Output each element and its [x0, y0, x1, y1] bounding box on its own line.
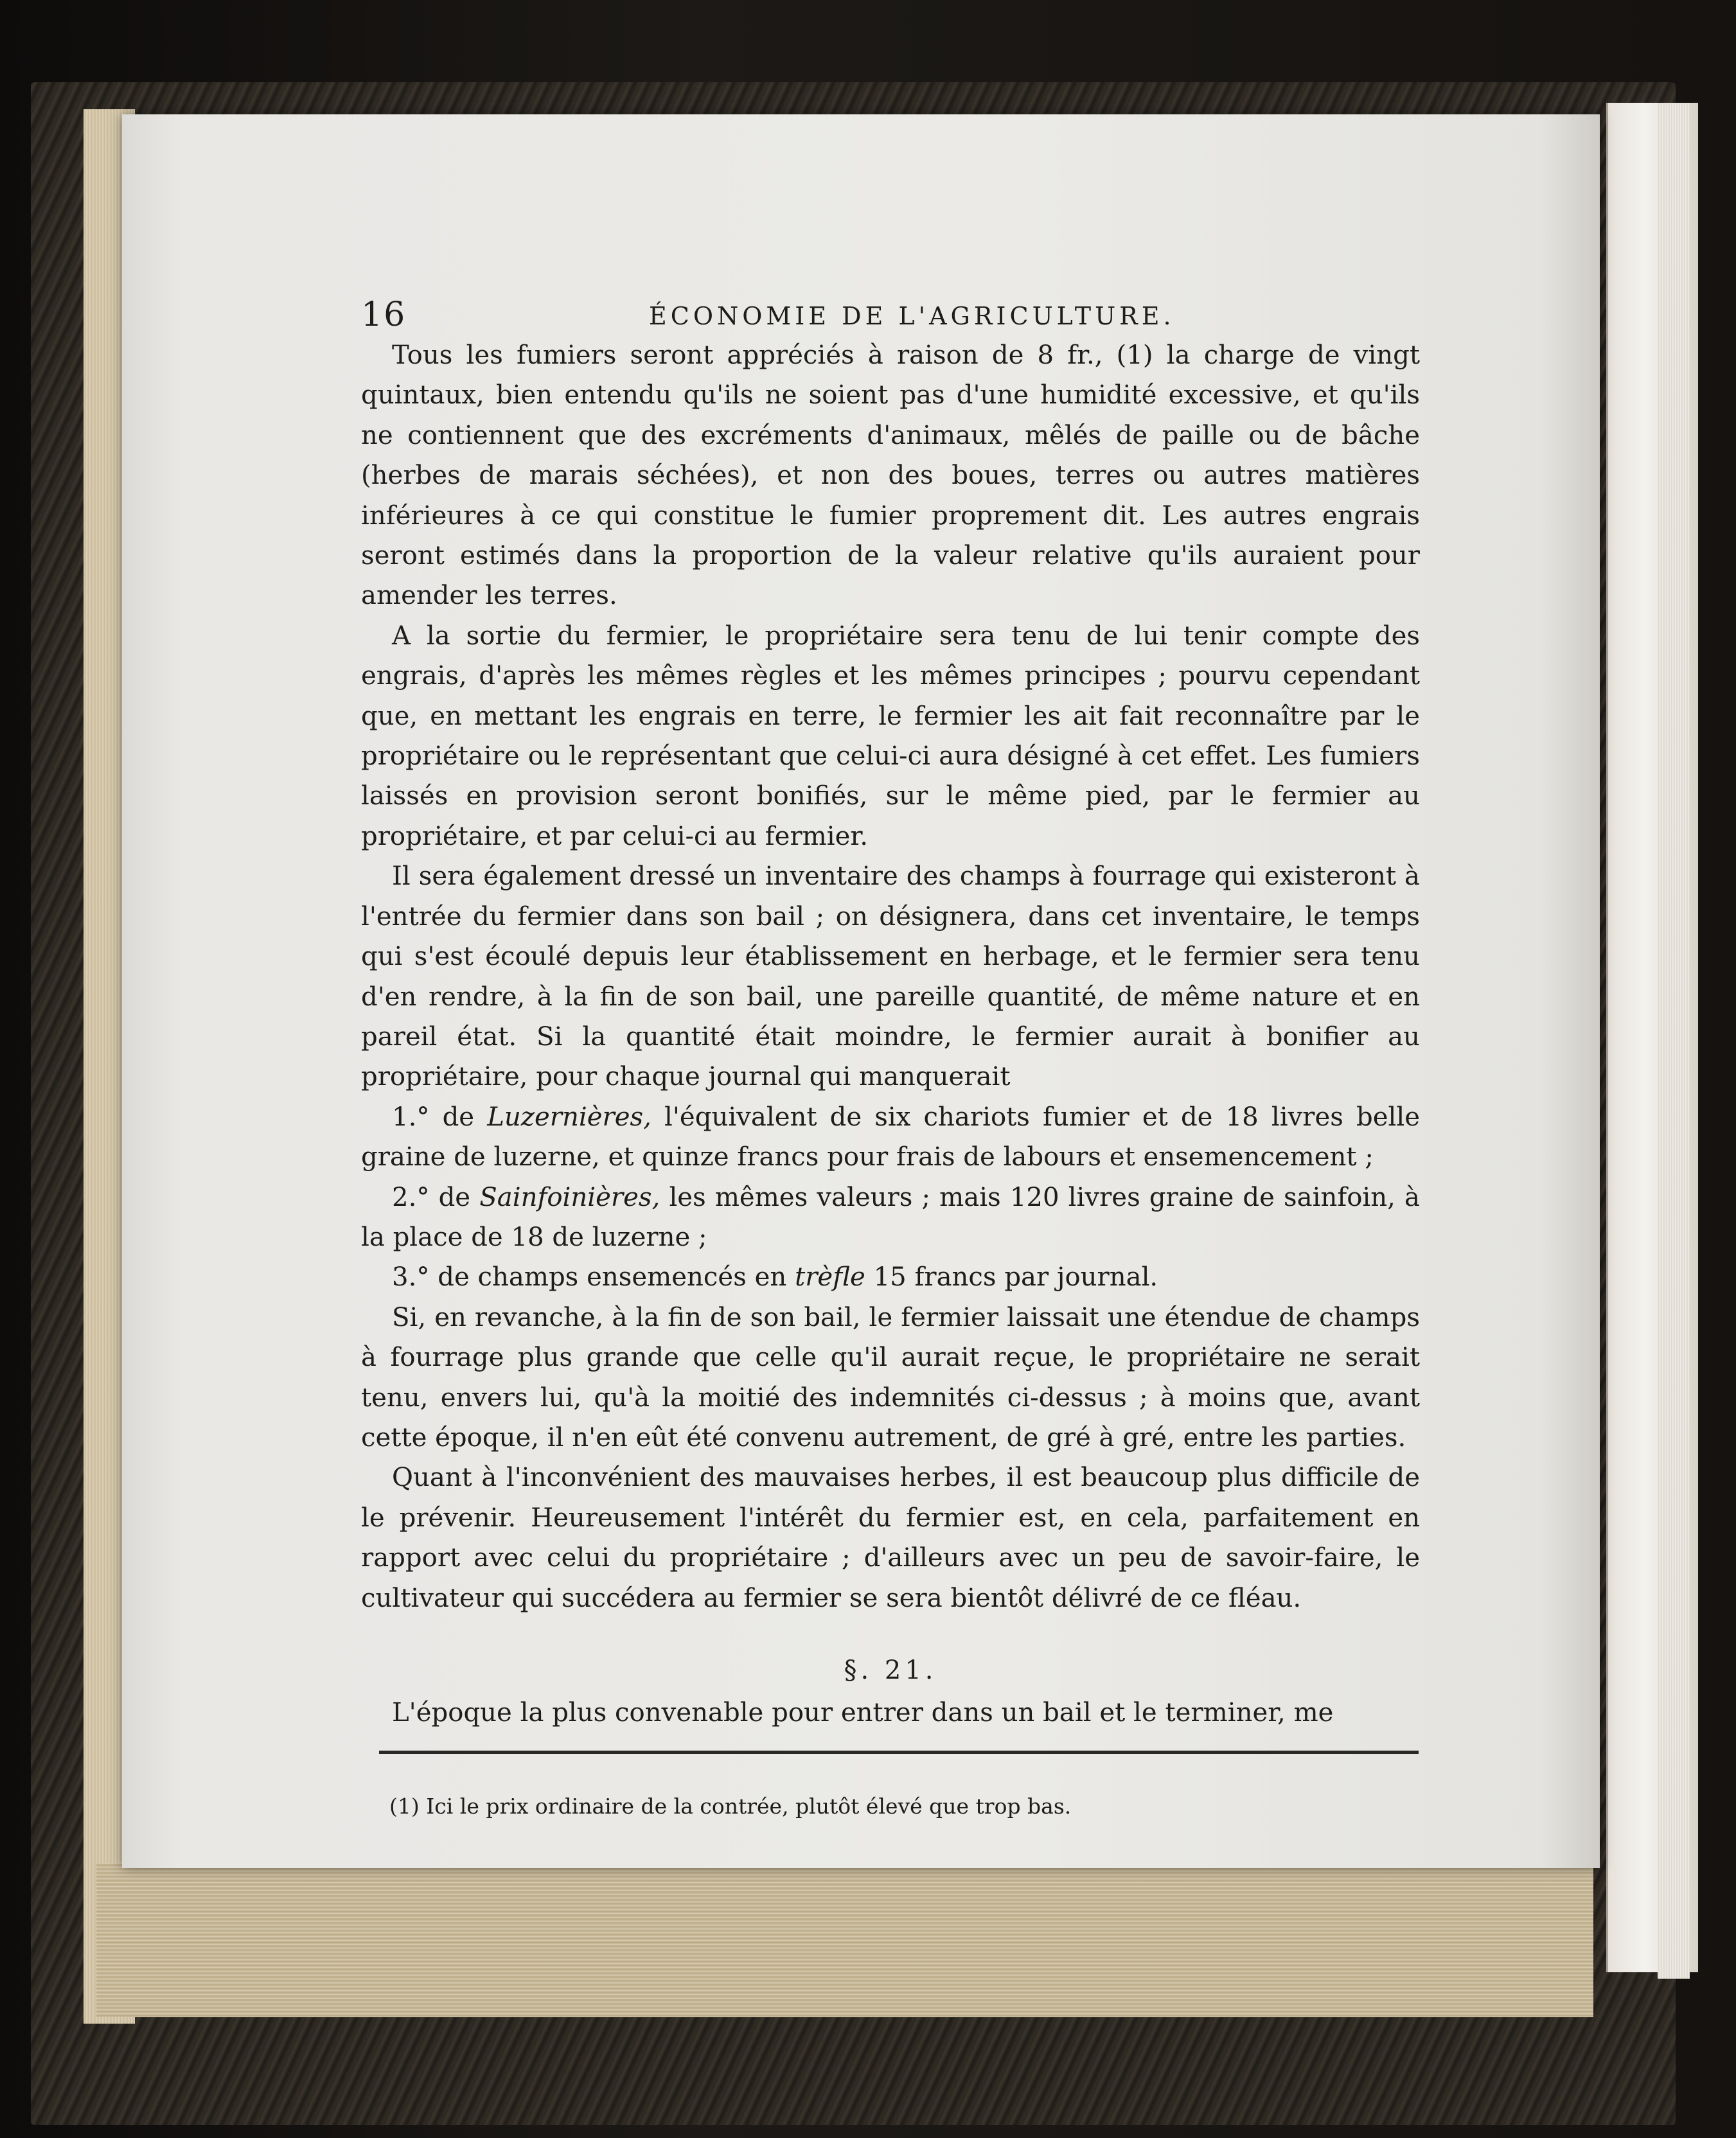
item-prefix: de	[442, 1102, 475, 1132]
body-text	[361, 335, 1420, 1733]
paragraph: Il sera également dressé un inventaire des champs à fourrage qui existeront à l'entrée du fermier dans son bail ; on désignera, dans cet inventaire, le temps qui s'est écoulé depuis leur établissement en herbage, et le fermier sera tenu d'en rendre, à la fin de son bail, une pareille quantité, de même nature et en pareil état. Si la quantité était moindre, le fermier aurait à bonifier au propriétaire, pour chaque journal qui manquerait	[361, 861, 1420, 1092]
footnote-rule	[379, 1751, 1419, 1754]
paragraph: Quant à l'inconvénient des mauvaises herbes, il est beaucoup plus difficile de le prévenir. Heureusement l'intérêt du fermier est, en cela, parfaitement en rapport avec celui du propriétaire ; d'ailleurs avec un peu de savoir-faire, le cultivateur qui succédera au fermier se sera bientôt délivré de ce fléau.	[361, 1463, 1420, 1613]
list-item	[361, 1097, 1420, 1178]
section-first-line: L'époque la plus convenable pour entrer dans un bail et le terminer, me	[392, 1698, 1334, 1728]
item-number: 1.°	[392, 1102, 430, 1132]
item-term: Sainfoinières,	[479, 1182, 660, 1212]
item-text: 15 francs par journal.	[873, 1262, 1158, 1293]
item-prefix: de	[438, 1182, 471, 1212]
item-term: trèfle	[795, 1262, 865, 1293]
paragraph: A la sortie du fermier, le propriétaire sera tenu de lui tenir compte des engrais, d'après les mêmes règles et les mêmes principes ; pourvu cependant que, en mettant les engrais en terre, le fermier les ait fait reconnaître par le propriétaire ou le représentant que celui-ci aura désigné à cet effet. Les fumiers laissés en provision seront bonifiés, sur le même pied, par le fermier au propriétaire, et par celui-ci au fermier.	[361, 621, 1420, 851]
item-text: les mêmes valeurs ; mais 120 livres graine de sainfoin, à la place de 18 de luzerne ;	[361, 1182, 1421, 1252]
footnote: (1) Ici le prix ordinaire de la contrée, plutôt élevé que trop bas.	[389, 1794, 1072, 1819]
item-number: 3.°	[392, 1262, 430, 1293]
page-content	[238, 283, 1426, 1831]
running-title: ÉCONOMIE DE L'AGRICULTURE.	[649, 302, 1175, 330]
facing-page-edges	[1658, 103, 1690, 1979]
page-number: 16	[361, 296, 407, 334]
item-text: l'équivalent de six chariots fumier et de 18 livres belle graine de luzerne, et quinze francs pour frais de labours et ensemencement ;	[361, 1102, 1421, 1172]
list-item	[361, 1178, 1420, 1258]
paragraph: Si, en revanche, à la fin de son bail, le fermier laissait une étendue de champs à fourrage plus grande que celle qu'il aurait reçue, le propriétaire ne serait tenu, envers lui, qu'à la moitié des indemnités ci-dessus ; à moins que, avant cette époque, il n'en eût été convenu autrement, de gré à gré, entre les parties.	[361, 1302, 1420, 1453]
section-mark: §. 21.	[844, 1656, 937, 1685]
item-number: 2.°	[392, 1182, 430, 1212]
paragraph: Tous les fumiers seront appréciés à raison de 8 fr., (1) la charge de vingt quintaux, bien entendu qu'ils ne soient pas d'une humidité excessive, et qu'ils ne contiennent que des excréments d'animaux, mêlés de paille ou de bâche (herbes de marais séchées), et non des boues, terres ou autres matières inférieures à ce qui constitue le fumier proprement dit. Les autres engrais seront estimés dans la proportion de la valeur relative qu'ils auraient pour amender les terres.	[361, 340, 1420, 611]
list-item	[361, 1257, 1420, 1297]
page-edges-bottom	[96, 1863, 1593, 2017]
running-head	[238, 296, 1426, 334]
item-pre: de champs ensemencés en	[438, 1262, 787, 1293]
item-term: Luzernières,	[487, 1102, 651, 1132]
